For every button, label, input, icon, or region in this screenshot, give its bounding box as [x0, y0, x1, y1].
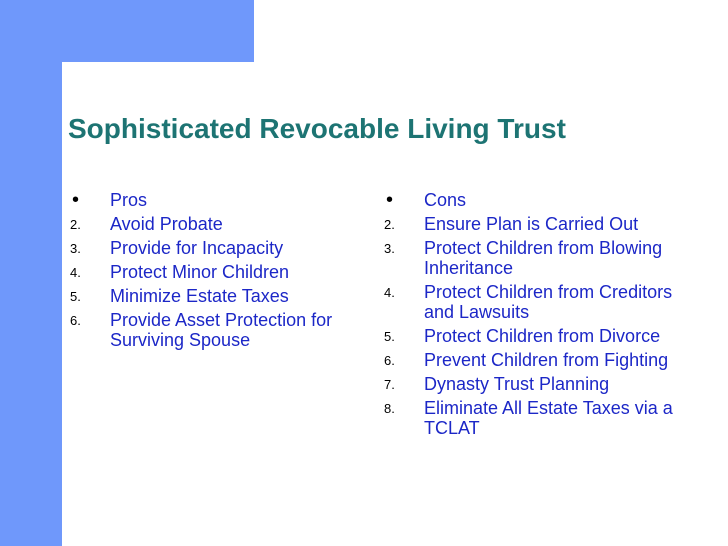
list-number: 2.	[384, 217, 395, 232]
list-item	[384, 238, 684, 278]
list-item-text: Provide Asset Protection for Surviving Spouse	[110, 310, 333, 350]
list-number: 6.	[384, 353, 395, 368]
list-item	[384, 190, 684, 210]
list-number: 5.	[70, 289, 81, 304]
bullet-marker: •	[386, 189, 394, 211]
list-item-text: Protect Children from Divorce	[424, 326, 661, 346]
list-item	[70, 190, 340, 210]
list-item	[70, 262, 340, 282]
list-number: 2.	[70, 217, 81, 232]
list-item	[384, 350, 684, 370]
list-item	[70, 310, 340, 350]
bullet-marker: •	[72, 189, 80, 211]
list-item-text: Eliminate All Estate Taxes via a TCLAT	[424, 398, 673, 438]
list-item-text: Protect Children from Creditors and Lawsuits	[424, 282, 673, 322]
list-number: 5.	[384, 329, 395, 344]
list-number: 8.	[384, 401, 395, 416]
list-item-text: Protect Children from Blowing Inheritance	[424, 238, 663, 278]
list-number: 4.	[70, 265, 81, 280]
list-item	[384, 214, 684, 234]
accent-band-left	[0, 0, 62, 546]
list-item	[384, 374, 684, 394]
pros-list	[70, 190, 340, 354]
list-number: 4.	[384, 285, 395, 300]
pros-heading: Pros	[110, 190, 148, 210]
slide-title: Sophisticated Revocable Living Trust	[68, 113, 566, 144]
list-item-text: Dynasty Trust Planning	[424, 374, 610, 394]
list-item	[384, 398, 684, 438]
list-item	[384, 282, 684, 322]
list-number: 6.	[70, 313, 81, 328]
list-item-text: Ensure Plan is Carried Out	[424, 214, 639, 234]
cons-list	[384, 190, 684, 442]
list-number: 3.	[70, 241, 81, 256]
list-item	[70, 214, 340, 234]
list-item	[384, 326, 684, 346]
list-item-text: Minimize Estate Taxes	[110, 286, 289, 306]
cons-heading: Cons	[424, 190, 467, 210]
list-number: 3.	[384, 241, 395, 256]
list-item-text: Avoid Probate	[110, 214, 223, 234]
list-item-text: Protect Minor Children	[110, 262, 290, 282]
list-item-text: Provide for Incapacity	[110, 238, 284, 258]
list-item-text: Prevent Children from Fighting	[424, 350, 669, 370]
list-item	[70, 286, 340, 306]
list-number: 7.	[384, 377, 395, 392]
list-item	[70, 238, 340, 258]
